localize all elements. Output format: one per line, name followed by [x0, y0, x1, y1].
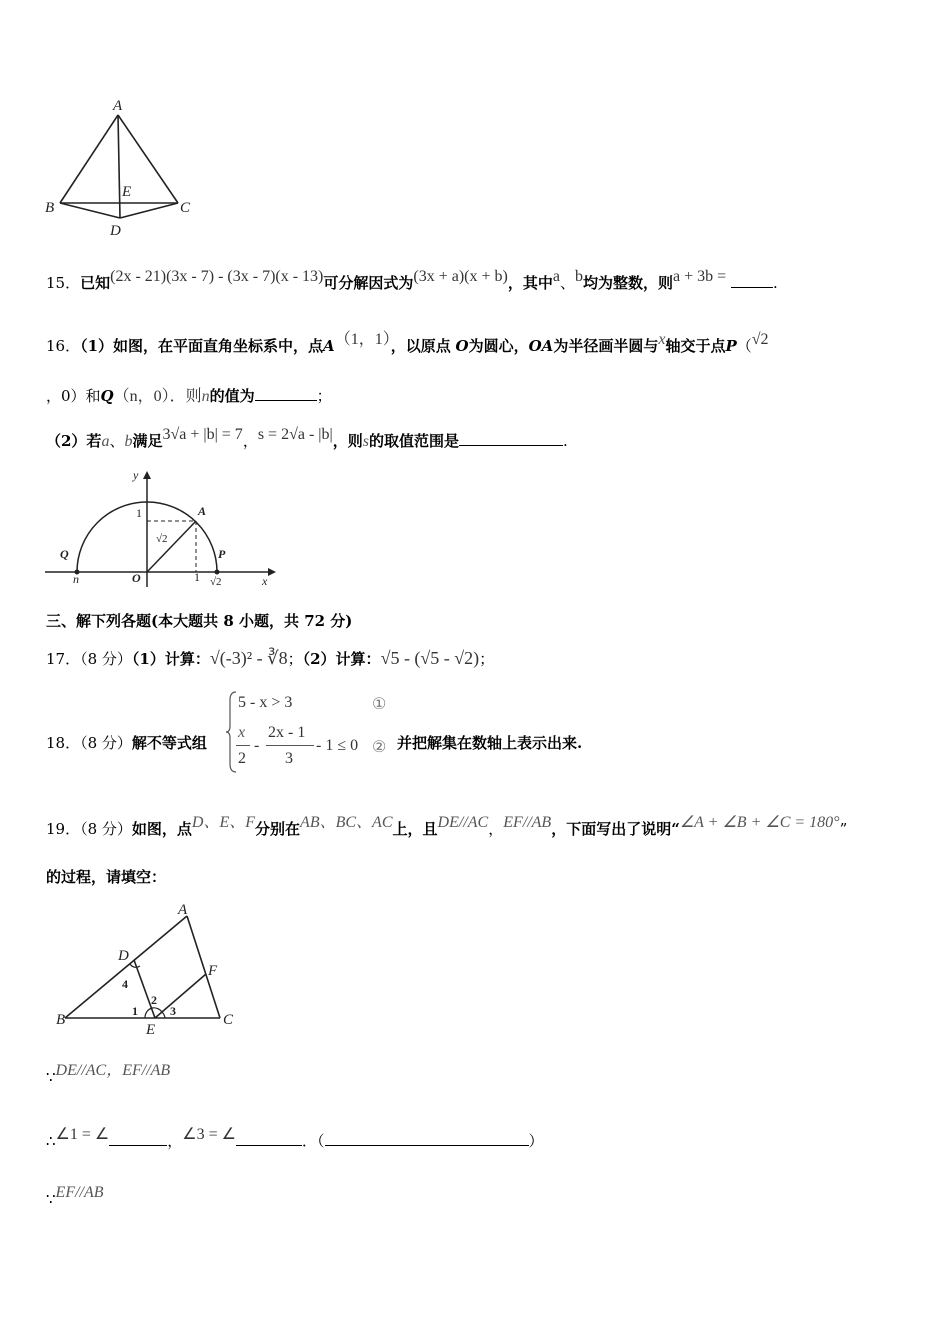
inequality-system-brace	[226, 690, 238, 774]
label-F: F	[208, 963, 218, 979]
frac-line	[266, 745, 314, 746]
q16-text: 的值为	[209, 387, 255, 405]
label-y: y	[133, 468, 139, 482]
comma: ，	[488, 820, 504, 838]
minus-sign: -	[254, 737, 260, 754]
because-expression: EF//AB	[55, 1184, 104, 1201]
q16-text: （	[736, 337, 752, 355]
label-angle-4: 4	[122, 977, 128, 991]
q19-text: 上，且	[392, 820, 438, 838]
q18-number: 18．	[46, 734, 81, 752]
label-n: n	[73, 572, 79, 586]
q15-expression-2: (3x + a)(x + b)	[413, 268, 508, 285]
q16-number: 16．	[46, 337, 81, 355]
figure-semicircle	[40, 465, 280, 590]
label-B: B	[56, 1012, 66, 1028]
q16-text: ，以原点	[390, 337, 451, 355]
condition-expression: 3√a + |b| = 7	[162, 426, 243, 443]
q16-text: ，0）和	[46, 387, 101, 405]
period: .	[562, 432, 568, 450]
q17-text: （1）计算：	[131, 650, 210, 668]
answer-blank[interactable]	[459, 431, 563, 446]
parallel-1: DE//AC	[437, 814, 489, 831]
var-a: a	[552, 268, 560, 285]
q15-text: 可分解因式为	[323, 274, 414, 292]
answer-blank-angle-3[interactable]	[236, 1131, 302, 1146]
coord-A: （1，1）	[334, 331, 391, 348]
proof-line-3	[46, 1184, 104, 1209]
frac-line	[236, 745, 250, 746]
label-sqrt2-segment: √2	[156, 533, 168, 545]
circle-mark-1: ①	[372, 694, 387, 713]
label-C: C	[223, 1012, 234, 1028]
q19-text-2: 的过程，请填空：	[46, 868, 167, 886]
angle-sum: ∠A + ∠B + ∠C = 180°	[679, 814, 840, 831]
figure-triangle-def	[50, 898, 245, 1038]
q16-text: （1）如图，在平面直角坐标系中，点	[80, 337, 324, 355]
label-1-y: 1	[136, 506, 142, 520]
point-P: P	[725, 337, 737, 355]
section-3-heading: 三、解下列各题(本大题共 8 小题，共 72 分)	[46, 612, 353, 630]
proof-line-1	[46, 1064, 170, 1087]
label-E: E	[122, 184, 132, 200]
q15-number: 15．	[46, 274, 81, 292]
var-x: x	[658, 331, 666, 348]
frac-2x-num: 2x - 1	[268, 724, 306, 741]
label-O: O	[132, 571, 141, 585]
label-E: E	[146, 1022, 156, 1038]
label-P: P	[218, 547, 226, 561]
label-1-x: 1	[194, 570, 200, 584]
comma: ，	[242, 432, 258, 450]
label-sqrt2-x: √2	[210, 576, 222, 588]
comma: ，	[167, 1132, 183, 1150]
question-16-line-2	[46, 383, 332, 406]
q17-number: 17．	[46, 650, 81, 668]
q19-score: （8 分）	[80, 820, 132, 838]
inequality-2-tail: - 1 ≤ 0	[316, 737, 359, 754]
q15-text: 均为整数，则	[583, 274, 674, 292]
angle-1-expression: ∠1 = ∠	[55, 1126, 110, 1143]
label-angle-2: 2	[151, 993, 157, 1007]
because-symbol: ∵	[46, 1190, 56, 1208]
q15-text: 已知	[80, 274, 111, 292]
q17-text: （2）计算：	[302, 650, 381, 668]
q16-text: 的取值范围是	[368, 432, 459, 450]
point-Q: Q	[100, 387, 114, 405]
answer-blank-angle-1[interactable]	[109, 1131, 167, 1146]
var-s: s	[362, 433, 369, 450]
label-Q: Q	[60, 547, 69, 561]
s-definition: s = 2√a - |b|	[257, 426, 333, 443]
answer-blank-reason[interactable]	[325, 1131, 529, 1146]
frac-x-den: 2	[238, 750, 246, 767]
q19-text: 分别在	[255, 820, 301, 838]
question-16-part-2	[46, 426, 568, 451]
q17-expression-1: √(-3)² - ∛8	[209, 648, 288, 668]
var-a: a	[101, 433, 110, 450]
q15-text: ，其中	[507, 274, 553, 292]
q16-text: 满足	[132, 432, 163, 450]
var-b: b	[124, 433, 133, 450]
q18-score: （8 分）	[80, 734, 132, 752]
angle-3-expression: ∠3 = ∠	[182, 1126, 236, 1143]
q16-text: ，则	[332, 432, 363, 450]
q16-text: 轴交于点	[665, 337, 726, 355]
q18-text: 解不等式组	[131, 734, 207, 752]
question-19	[46, 816, 847, 839]
q18-text-tail: 并把解集在数轴上表示出来.	[397, 734, 583, 752]
label-A: A	[178, 902, 188, 918]
frac-2x-den: 3	[285, 750, 293, 767]
question-17	[46, 648, 494, 669]
sides: AB、BC、AC	[300, 814, 393, 831]
question-18-text	[46, 732, 207, 753]
question-16-line-1	[46, 333, 769, 356]
q16-text: （2）若	[46, 432, 102, 450]
semicolon: ；	[479, 650, 495, 668]
point-A: A	[323, 337, 335, 355]
label-angle-1: 1	[132, 1004, 138, 1018]
because-expression: DE//AC，EF//AB	[55, 1062, 171, 1079]
label-x: x	[262, 574, 268, 588]
reason-open: ．（	[302, 1132, 325, 1150]
q17-expression-2: √5 - (√5 - √2)	[380, 648, 480, 668]
label-A: A	[113, 98, 123, 114]
circle-mark-2: ②	[372, 737, 387, 756]
because-symbol: ∵	[46, 1068, 56, 1086]
q17-score: （8 分）	[80, 650, 132, 668]
label-D: D	[110, 223, 121, 239]
q19-text: ，下面写出了说明“	[551, 820, 680, 838]
label-C: C	[180, 200, 191, 216]
q15-expression-1: (2x - 21)(3x - 7) - (3x - 7)(x - 13)	[110, 268, 324, 285]
separator: 、	[559, 274, 575, 292]
question-15	[46, 268, 778, 293]
label-B: B	[45, 200, 55, 216]
answer-blank[interactable]	[731, 273, 773, 288]
semicolon: ；	[287, 650, 303, 668]
period: .	[772, 274, 778, 292]
proof-line-2	[46, 1126, 544, 1151]
semicolon: ；	[316, 387, 332, 405]
parallel-2: EF//AB	[503, 814, 552, 831]
quote: ”	[839, 820, 848, 838]
label-angle-3: 3	[170, 1004, 176, 1018]
var-b: b	[575, 268, 583, 285]
q16-text: 为半径画半圆与	[553, 337, 659, 355]
coord-Q: （n，0）．则	[113, 388, 202, 405]
label-D: D	[118, 948, 129, 964]
q15-expression-3: a + 3b =	[673, 268, 727, 285]
point-O: O	[455, 337, 469, 355]
label-A: A	[198, 504, 207, 518]
reason-close: ）	[528, 1132, 544, 1150]
inequality-1: 5 - x > 3	[238, 694, 293, 711]
q19-number: 19．	[46, 820, 81, 838]
figure-triangle-abcd	[40, 95, 200, 245]
q16-text: 为圆心，	[468, 337, 529, 355]
frac-x-num: x	[238, 724, 246, 741]
separator: 、	[109, 432, 125, 450]
points-DEF: D、E、F	[191, 814, 256, 831]
segment-OA: OA	[528, 337, 554, 355]
therefore-symbol: ∴	[46, 1132, 56, 1150]
sqrt-2: √2	[751, 331, 769, 348]
answer-blank[interactable]	[255, 386, 317, 401]
var-n: n	[201, 388, 210, 405]
q19-text: 如图，点	[131, 820, 192, 838]
